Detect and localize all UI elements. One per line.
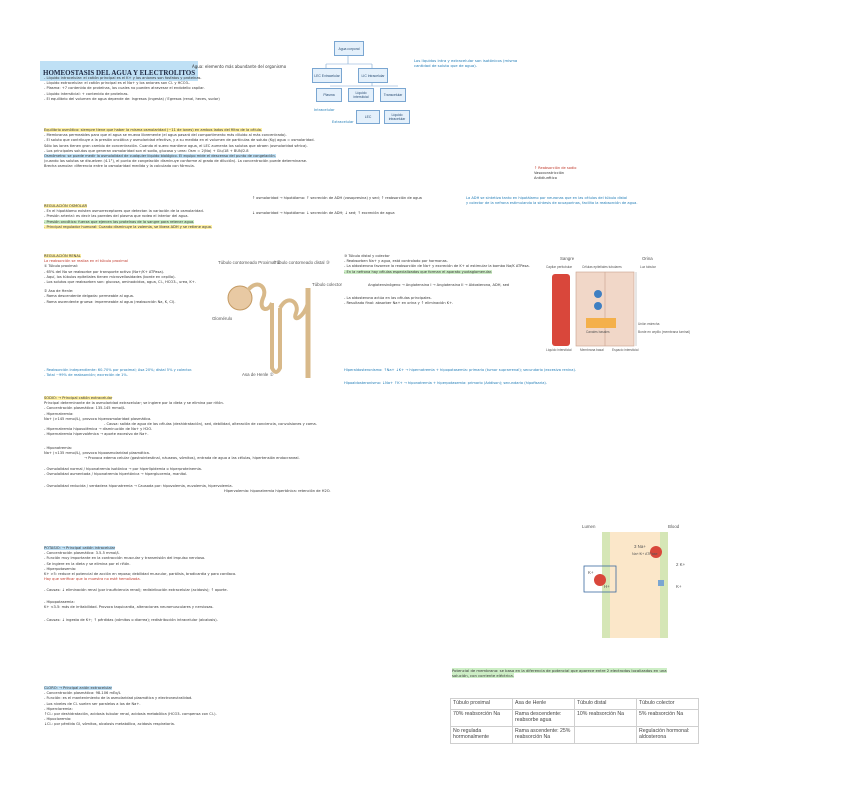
page-title: HOMEOSTASIS DEL AGUA Y ELECTROLITOS <box>40 61 198 81</box>
regulacion-section <box>44 204 212 230</box>
raa-line: Angiotensinógeno → Angiotensina I → Angiotensina II → Aldosterona, ADH, sed <box>368 282 510 287</box>
adh-box <box>466 196 638 206</box>
rinon-line: - Los solutos que reabsorben son: glucosa, aminoácidos, agua, Cl-, HCO3-, urea, K+. <box>44 280 196 285</box>
label-colector: Túbulo colector <box>312 282 343 287</box>
equilibrio-line: (cuando los solutos se disuelven (4.1°), el punto de congelación disminuye conforme al grado de dilución). La concentración puede determinarse. <box>44 159 308 164</box>
equilibrio-line: - Los principales solutos que generan osmolaridad son el sodio, glucosa y urea: Osm = 2(Na) + Glu/18 + BUN/2.8 <box>44 148 249 153</box>
rinon-line: La reabsorción se realiza en el túbulo proximal <box>44 259 128 264</box>
adh-list <box>534 166 576 182</box>
table-cell: 70% reabsorción Na <box>451 710 513 727</box>
table-header: Asa de Henle <box>513 699 575 710</box>
box-lec: LEC Extracelular <box>312 68 342 83</box>
table-cell: Rama ascendente: 25% reabsorción Na <box>513 727 575 744</box>
table-cell: 10% reabsorción Na <box>575 710 637 727</box>
hiper-line: Hiperaldosteronismo: ↑Na+ ↓K+ → hipernatremia + hipopotasemia: primario (tumor suprarrenal); secundario (excesiva renina). <box>344 368 577 372</box>
label-h: H+ <box>604 584 610 589</box>
box-plasma: Plasma <box>316 88 342 102</box>
box-lic: LIC Intracelular <box>358 68 388 83</box>
label-liquido: Líquido intersticial <box>546 348 572 352</box>
intro-section <box>44 76 220 102</box>
label-k-right: 2 K+ <box>676 562 686 567</box>
adh-line: La ADH se sintetiza tanto en hipotálamo por neuronas que en las células del túbulo distal <box>466 196 628 200</box>
adh-list-item: Vasoconstricción <box>534 171 565 176</box>
box-lec-2: LEC <box>356 110 380 124</box>
label-lumen: Lumen <box>582 524 596 529</box>
box-agua-corporal: Agua corporal <box>334 41 364 56</box>
rinon-line: - 65% del Na se reabsorbe por transporte activo (Na+/K+ ATPasa). <box>44 269 165 274</box>
branch-line: ↓ osmolaridad → hipotálamo: ↓ secreción de ADH; ↓ sed; ↑ excreción de agua <box>252 211 395 216</box>
resumen-line: - Reabsorción independiente: 60-70% por proximal; Asa 20%; distal 5% y colector. <box>44 368 193 372</box>
label-espacio: Espacio intersticial <box>612 348 639 352</box>
rinon-title: REGULACIÓN RENAL <box>44 254 81 258</box>
label-capilar: Capilar peritubular <box>546 265 573 269</box>
regulacion-line: - Principal regulador humoral: Cuando disminuye la volemia, se libera ADH y se retiene agua. <box>44 224 213 229</box>
label-distal: Túbulo contorneado distal ③ <box>274 260 330 265</box>
table-header: Túbulo colector <box>637 699 699 710</box>
osmolar-branches <box>252 196 422 216</box>
side-label-extracelular: Extracelular <box>332 120 354 124</box>
potasio-line: Hay que verificar que la muestra no esté hemolizada. <box>44 577 141 582</box>
equilibrio-line: - El soluto que contribuye a la presión oncótica y osmolaridad efectiva, y a su medida en el volumen de partículas de soluto (Kg) agua = osmolaridad. <box>44 138 315 143</box>
intro-line: - El equilibrio del volumen de agua depende de: Ingresos (ingesta) / Egresos (renal, heces, sudor) <box>44 96 220 101</box>
label-proximal: Túbulo contorneado Proximal ① <box>218 260 281 265</box>
cloro-section <box>44 686 217 728</box>
potasio-line: - Hipopotasemia: <box>44 599 75 604</box>
cloro-line: - Los niveles de Cl- suelen ser paralelos a los de Na+. <box>44 701 141 706</box>
distal-line: - Reabsorben Na+ y agua, está controlado por hormonas. <box>344 259 448 264</box>
label-sangre: Sangre <box>560 256 575 261</box>
label-k-bottom: K+ <box>676 584 682 589</box>
label-union: Unión estrecha <box>638 322 660 326</box>
rinon-line: - Aquí, los túbulos epiteliales tienen microvellosidades (borde en cepillo). <box>44 274 176 279</box>
sodio-line: Principal determinante de la osmolaridad extracelular; se ingiere por la dieta y se elimina por riñón. <box>44 401 224 406</box>
potasio-line: - Hiperpotasemia: <box>44 566 77 571</box>
sodio-line: - Osmolalidad normal / hiponatremia isotónica → por hiperlipidemia o hiperproteinemia. <box>44 467 202 472</box>
potasio-line: - Se ingiere en la dieta y se elimina por el riñón. <box>44 561 131 566</box>
cloro-line: - Concentración plasmática: 98-106 mEq/L <box>44 691 121 696</box>
label-glomerulo: Glomérulo <box>212 316 233 321</box>
potasio-line: K+ >5: reduce el potencial de acción en reposo; debilidad muscular, parálisis, bradicardia y paro cardíaco. <box>44 572 237 577</box>
label-celulas: Células epiteliales tubulares <box>582 265 622 269</box>
table-cell: No regulada hormonalmente <box>451 727 513 744</box>
diagram-note: Los líquidos intra y extracelular son isotónicos (misma cantidad de soluto que de agua). <box>414 58 518 68</box>
intro-line: - Plasma: +7 contenido de proteínas, los cuales no pueden atravesar el endotelio capilar. <box>44 86 205 91</box>
nephron-diagram <box>208 258 343 382</box>
sodio-line: Hipervolemia: hiponatremia hipertónica: retención de H2O. <box>224 488 331 493</box>
resumen-section <box>44 368 192 378</box>
regulacion-title: REGULACIÓN OSMOLAR <box>44 204 87 208</box>
sodio-line: Na+ (>145 mmol/L), provoca hiperosmolaridad plasmática. <box>44 416 152 421</box>
hiper-section <box>344 368 576 386</box>
label-k-left: K+ <box>588 570 594 575</box>
cloro-line: - Hipercloremia: <box>44 706 73 711</box>
equilibrio-line: Equilibrio osmótico: siempre tiene que haber la misma osmolaridad (~11 de iones) en ambos lados del filtro de la célula. <box>44 128 263 132</box>
equilibrio-line: Osmómetro: se puede medir la osmolalidad de cualquier líquido biológico. El equipo mide el descenso del punto de congelación. <box>44 154 276 159</box>
intro-line: - Líquido intracelular: el catión principal es el K+ y los aniones son fosfatos y proteínas. <box>44 76 202 80</box>
label-luz: Luz tubular <box>640 265 656 269</box>
nephron-table <box>450 698 699 744</box>
table-cell: Regulación hormonal: aldosterona <box>637 727 699 744</box>
box-intersticial: Líquido intersticial <box>348 88 374 102</box>
table-cell: Rama descendente: reabsorbe agua <box>513 710 575 727</box>
adh-list-item: Antidiurético <box>534 176 557 181</box>
table-row <box>451 727 699 744</box>
water-distribution-diagram <box>310 36 410 132</box>
sodio-line: Na+ (<135 mmol/L), provoca hipoosmolaridad plasmática. <box>44 450 150 455</box>
label-atpase: Na+/K+ ATPase <box>632 552 658 556</box>
sodio-line: - Hiponatremia: <box>44 445 73 450</box>
table-cell: 5% reabsorción Na <box>637 710 699 727</box>
sodio-line: - Hipernatremia hipovolémica → disminución de Na+ y H2O. <box>44 427 153 432</box>
table-cell <box>575 727 637 744</box>
label-na: 3 Na+ <box>634 544 646 549</box>
potasio-line: K+ <3.5: más de irritabilidad. Provoca taquicardia, alteraciones neuromusculares y nerviosas. <box>44 604 214 609</box>
label-orina: Orina <box>642 256 653 261</box>
sodio-line: - Hipernatremia: <box>44 411 74 416</box>
distal-line: - La aldosterona favorece la reabsorción de Na+ y excreción de K+ al estimular la bomba Na/K ATPasa. <box>344 264 530 269</box>
intro-line: - Líquido intersticial: + contenido de proteínas. <box>44 91 129 96</box>
distal-section <box>344 254 530 306</box>
sodio-line: - Hipernatremia hipervolémica → aporte excesivo de Na+. <box>44 432 149 437</box>
sodio-line: - Osmolalidad aumentada / hiponatremia hipertónica → hiperglucemia, manitol. <box>44 472 188 477</box>
distal-line: - En la nefrona hay células especializadas que forman el aparato yuxtaglomerular. <box>344 269 493 274</box>
potencial-note: Potencial de membrana: se basa en la diferencia de potencial que aparece entre 2 electrodos localizados en una solución, con corriente eléctrica. <box>452 668 667 679</box>
label-blood: Blood <box>668 524 680 529</box>
table-row <box>451 710 699 727</box>
resumen-line: - Total ~99% de reabsorción; excreción de 1%. <box>44 373 128 378</box>
equilibrio-line: Brecha osmolar: diferencia entre la osmolaridad medida y la calculada con fórmula. <box>44 164 195 169</box>
rinon-line: - Rama descendente delgada: permeable al agua. <box>44 294 134 299</box>
hiper-line: Hipoaldosteronismo: ↓Na+ ↑K+ → hiponatremia + hiperpotasemia: primario (Addison); secundario (hipofisaria). <box>344 381 547 386</box>
adh-list-item: ↑ Reabsorción de sodio <box>534 166 577 170</box>
sodio-line: - Causa: salida de agua de las células (deshidratación), sed, debilidad, alteración de conciencia, convulsiones y coma. <box>104 422 317 427</box>
potasio-line: - Causas: ↓ ingesta de K+; ↑ pérdidas (vómitos o diarrea); redistribución intracelular (alcalosis). <box>44 618 218 623</box>
potasio-title: POTASIO: → Principal catión intracelular <box>44 546 116 550</box>
regulacion-line: - Presión arterial: es decir las paredes del plasma que rodea el interior del agua. <box>44 214 189 219</box>
lumen-blood-diagram <box>580 522 690 640</box>
side-label-intracelular: Intracelular <box>314 108 335 112</box>
regulacion-line: - Presión oncótica: fuerza que ejercen las proteínas de la sangre para retener agua. <box>44 219 195 224</box>
distal-line: - Resultado final: absorber Na+ en orina y ↑ eliminación K+. <box>344 301 454 306</box>
cloro-line: - Hipocloremia: <box>44 717 72 722</box>
label-canales: Canales basales <box>586 330 610 334</box>
cloro-line: ↑Cl-: por deshidratación, acidosis tubular renal, acidosis metabólica (HCO3- compensa con Cl-). <box>44 712 217 717</box>
sodio-line: - Concentración plasmática: 135-145 mmol/L <box>44 406 126 411</box>
rinon-line: - Rama ascendente gruesa: impermeable al agua (reabsorción Na, K, Cl). <box>44 299 176 304</box>
label-henle: Asa de Henle ② <box>242 372 274 377</box>
sodio-section <box>44 396 331 494</box>
equilibrio-line: Sólo los iones tienen gran cambio de concentración. Cuando el suero mantiene agua, el LEC aumenta los solutos que atraen (osmolaridad sérica). <box>44 143 308 148</box>
potasio-section <box>44 546 236 623</box>
rinon-line: ① Túbulo proximal: <box>44 264 78 269</box>
label-borde: Borde en cepillo (membrana luminal) <box>638 330 691 334</box>
title-note: Agua: elemento más abundante del organismo <box>192 64 287 69</box>
cloro-line: ↓Cl-: por pérdida GI, vómitos, alcalosis metabólica, acidosis respiratoria. <box>44 722 175 727</box>
branch-line: ↑ osmolaridad → hipotálamo: ↑ secreción de ADH (vasopresina) y sed; ↑ reabsorción de agua <box>252 196 422 200</box>
label-membrana: Membrana basal <box>580 348 604 352</box>
distal-line: - La aldosterona actúa en las células principales. <box>344 296 432 301</box>
adh-line: y colector de la nefrona estimulando la síntesis de acuaporinas, facilita la reabsorción de agua. <box>466 201 638 206</box>
distal-line: ③ Túbulo distal y colector <box>344 254 390 258</box>
rinon-line: ② Asa de Henle: <box>44 289 74 294</box>
rinon-section <box>44 254 196 305</box>
sodio-title: SODIO: → Principal catión extracelular <box>44 396 113 400</box>
box-transcelular: Transcelular <box>380 88 406 102</box>
potasio-line: - Función muy importante en la contracción muscular y transmisión del impulso nervioso. <box>44 556 206 561</box>
cloro-title: CLORO: → Principal anión extracelular <box>44 686 113 690</box>
potasio-line: - Causas: ↓ eliminación renal (por insuficiencia renal); redistribución extracelular (acidosis); ↑ aporte. <box>44 588 228 593</box>
tubule-cell-diagram <box>546 254 691 360</box>
potasio-line: - Concentración plasmática: 3.5-5 mmol/L <box>44 551 120 556</box>
equilibrio-section <box>44 128 315 170</box>
intro-line: - Líquido extracelular: el catión principal es el Na+ y los aniones son Cl- y HCO3-. <box>44 81 191 86</box>
sodio-line: - Osmolalidad reducida / verdadera hiponatremia → Causada por: hipovolemia, euvolemia, hipervolemia. <box>44 483 233 488</box>
sodio-line: → Provoca edema celular (gastrointestinal, náuseas, vómitos), entrada de agua a las células, hipertensión endocraneal. <box>84 456 300 461</box>
table-header-row <box>451 699 699 710</box>
equilibrio-line: - Membranas permeables para que el agua se mueva libremente (el agua pasará del compartimento más diluido al más concentrado). <box>44 133 287 138</box>
cloro-line: - Función: es el mantenimiento de la osmolaridad plasmática y electroneutralidad. <box>44 696 193 701</box>
table-header: Túbulo distal <box>575 699 637 710</box>
regulacion-line: - En el hipotálamo existen osmorreceptores que detectan la variación de la osmolaridad. <box>44 209 204 214</box>
box-liquido-intracelular: Líquido intracelular <box>384 110 410 124</box>
table-header: Túbulo proximal <box>451 699 513 710</box>
